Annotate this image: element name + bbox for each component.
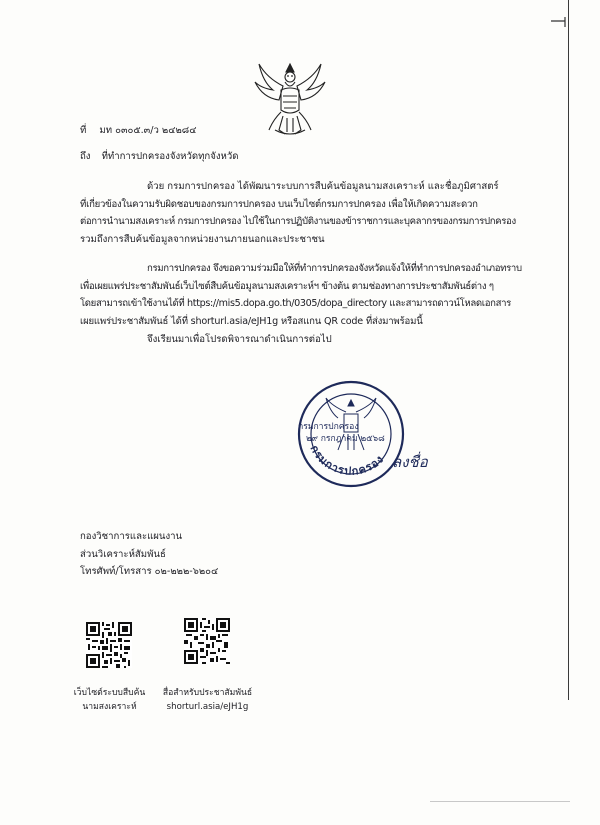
recipient-line (80, 150, 239, 163)
qr-caption-directory-line-2: นามสงเคราะห์ (82, 702, 137, 712)
closing-line: จึงเรียนมาเพื่อโปรดพิจารณาดำเนินการต่อไป (147, 334, 332, 345)
paragraph-1 (80, 178, 560, 248)
qr-caption-directory-line-1: เว็บไซต์ระบบสืบค้น (73, 688, 146, 698)
qr-code-shorturl (184, 618, 230, 664)
recipient-label: ถึง (80, 151, 91, 162)
paragraph-2-line-3: โดยสามารถเข้าใช้งานได้ที่ https://mis5.dopa.go.th/0305/dopa_directory และสามารถดาวน์โหลดเอกสาร (80, 298, 511, 309)
section-name: ส่วนวิเคราะห์สัมพันธ์ (80, 548, 166, 560)
paragraph-2-line-4: เผยแพร่ประชาสัมพันธ์ ได้ที่ shorturl.asia/eJH1g หรือสแกน QR code ที่ส่งมาพร้อมนี้ (80, 315, 423, 327)
division-name: กองวิชาการและแผนงาน (80, 531, 183, 542)
reference-line (80, 124, 196, 137)
paragraph-1-line-3: ต่อการนำนามสงเคราะห์ กรมการปกครอง ไปใช้ในการปฏิบัติงานของข้าราชการและบุคลากรของกรมการปกครอง (80, 216, 516, 227)
paragraph-1-line-1: ด้วย กรมการปกครอง ได้พัฒนาระบบการสืบค้นข้อมูลนามสงเคราะห์ และชื่อภูมิศาสตร์ (147, 181, 499, 192)
recipient-text: ที่ทำการปกครองจังหวัดทุกจังหวัด (101, 151, 239, 162)
paragraph-2-line-2: เพื่อเผยแพร่ประชาสัมพันธ์เว็บไซต์สืบค้นข้อมูลนามสงเคราะห์ฯ ข้างต้น ตามช่องทางการประชาสัมพันธ์ต่าง ๆ (80, 280, 494, 292)
seal-ring-text: กรมการปกครอง (307, 443, 387, 478)
contact-block (80, 528, 218, 581)
paragraph-2-line-1: กรมการปกครอง จึงขอความร่วมมือให้ที่ทำการปกครองจังหวัดแจ้งให้ที่ทำการปกครองอำเภอทราบ (147, 263, 522, 274)
paragraph-2 (80, 260, 560, 330)
handwritten-signature: ลงชื่อ (392, 453, 428, 471)
paragraph-1-line-2: ที่เกี่ยวข้องในความรับผิดชอบของกรมการปกครอง บนเว็บไซต์กรมการปกครอง เพื่อให้เกิดความสะดวก (80, 198, 478, 210)
scan-edge-line (568, 0, 569, 700)
svg-text:กรมการปกครอง (308, 443, 387, 478)
paragraph-1-line-4: รวมถึงการสืบค้นข้อมูลจากหน่วยงานภายนอกและประชาชน (80, 233, 325, 245)
qr-code-directory (86, 622, 132, 668)
qr-caption-shorturl-line-1: สื่อสำหรับประชาสัมพันธ์ (162, 688, 253, 698)
corner-mark (551, 17, 575, 27)
seal-inner-text (298, 421, 385, 445)
bottom-rule (430, 801, 570, 802)
reference-number: มท ๐๓๐๕.๓/ว ๒๔๒๘๔ (99, 125, 197, 136)
qr-caption-shorturl (150, 686, 265, 714)
qr-caption-shorturl-line-2: shorturl.asia/eJH1g (166, 702, 249, 712)
seal-inner-line-1: กรมการปกครอง (298, 422, 359, 432)
garuda-emblem (253, 60, 327, 138)
seal-inner-line-2: ๒๙ กรกฎาคม ๒๕๖๘ (306, 434, 385, 444)
reference-label: ที่ (80, 125, 87, 136)
phone-fax: โทรศัพท์/โทรสาร ๐๒-๒๒๒-๖๒๐๔ (80, 566, 219, 577)
